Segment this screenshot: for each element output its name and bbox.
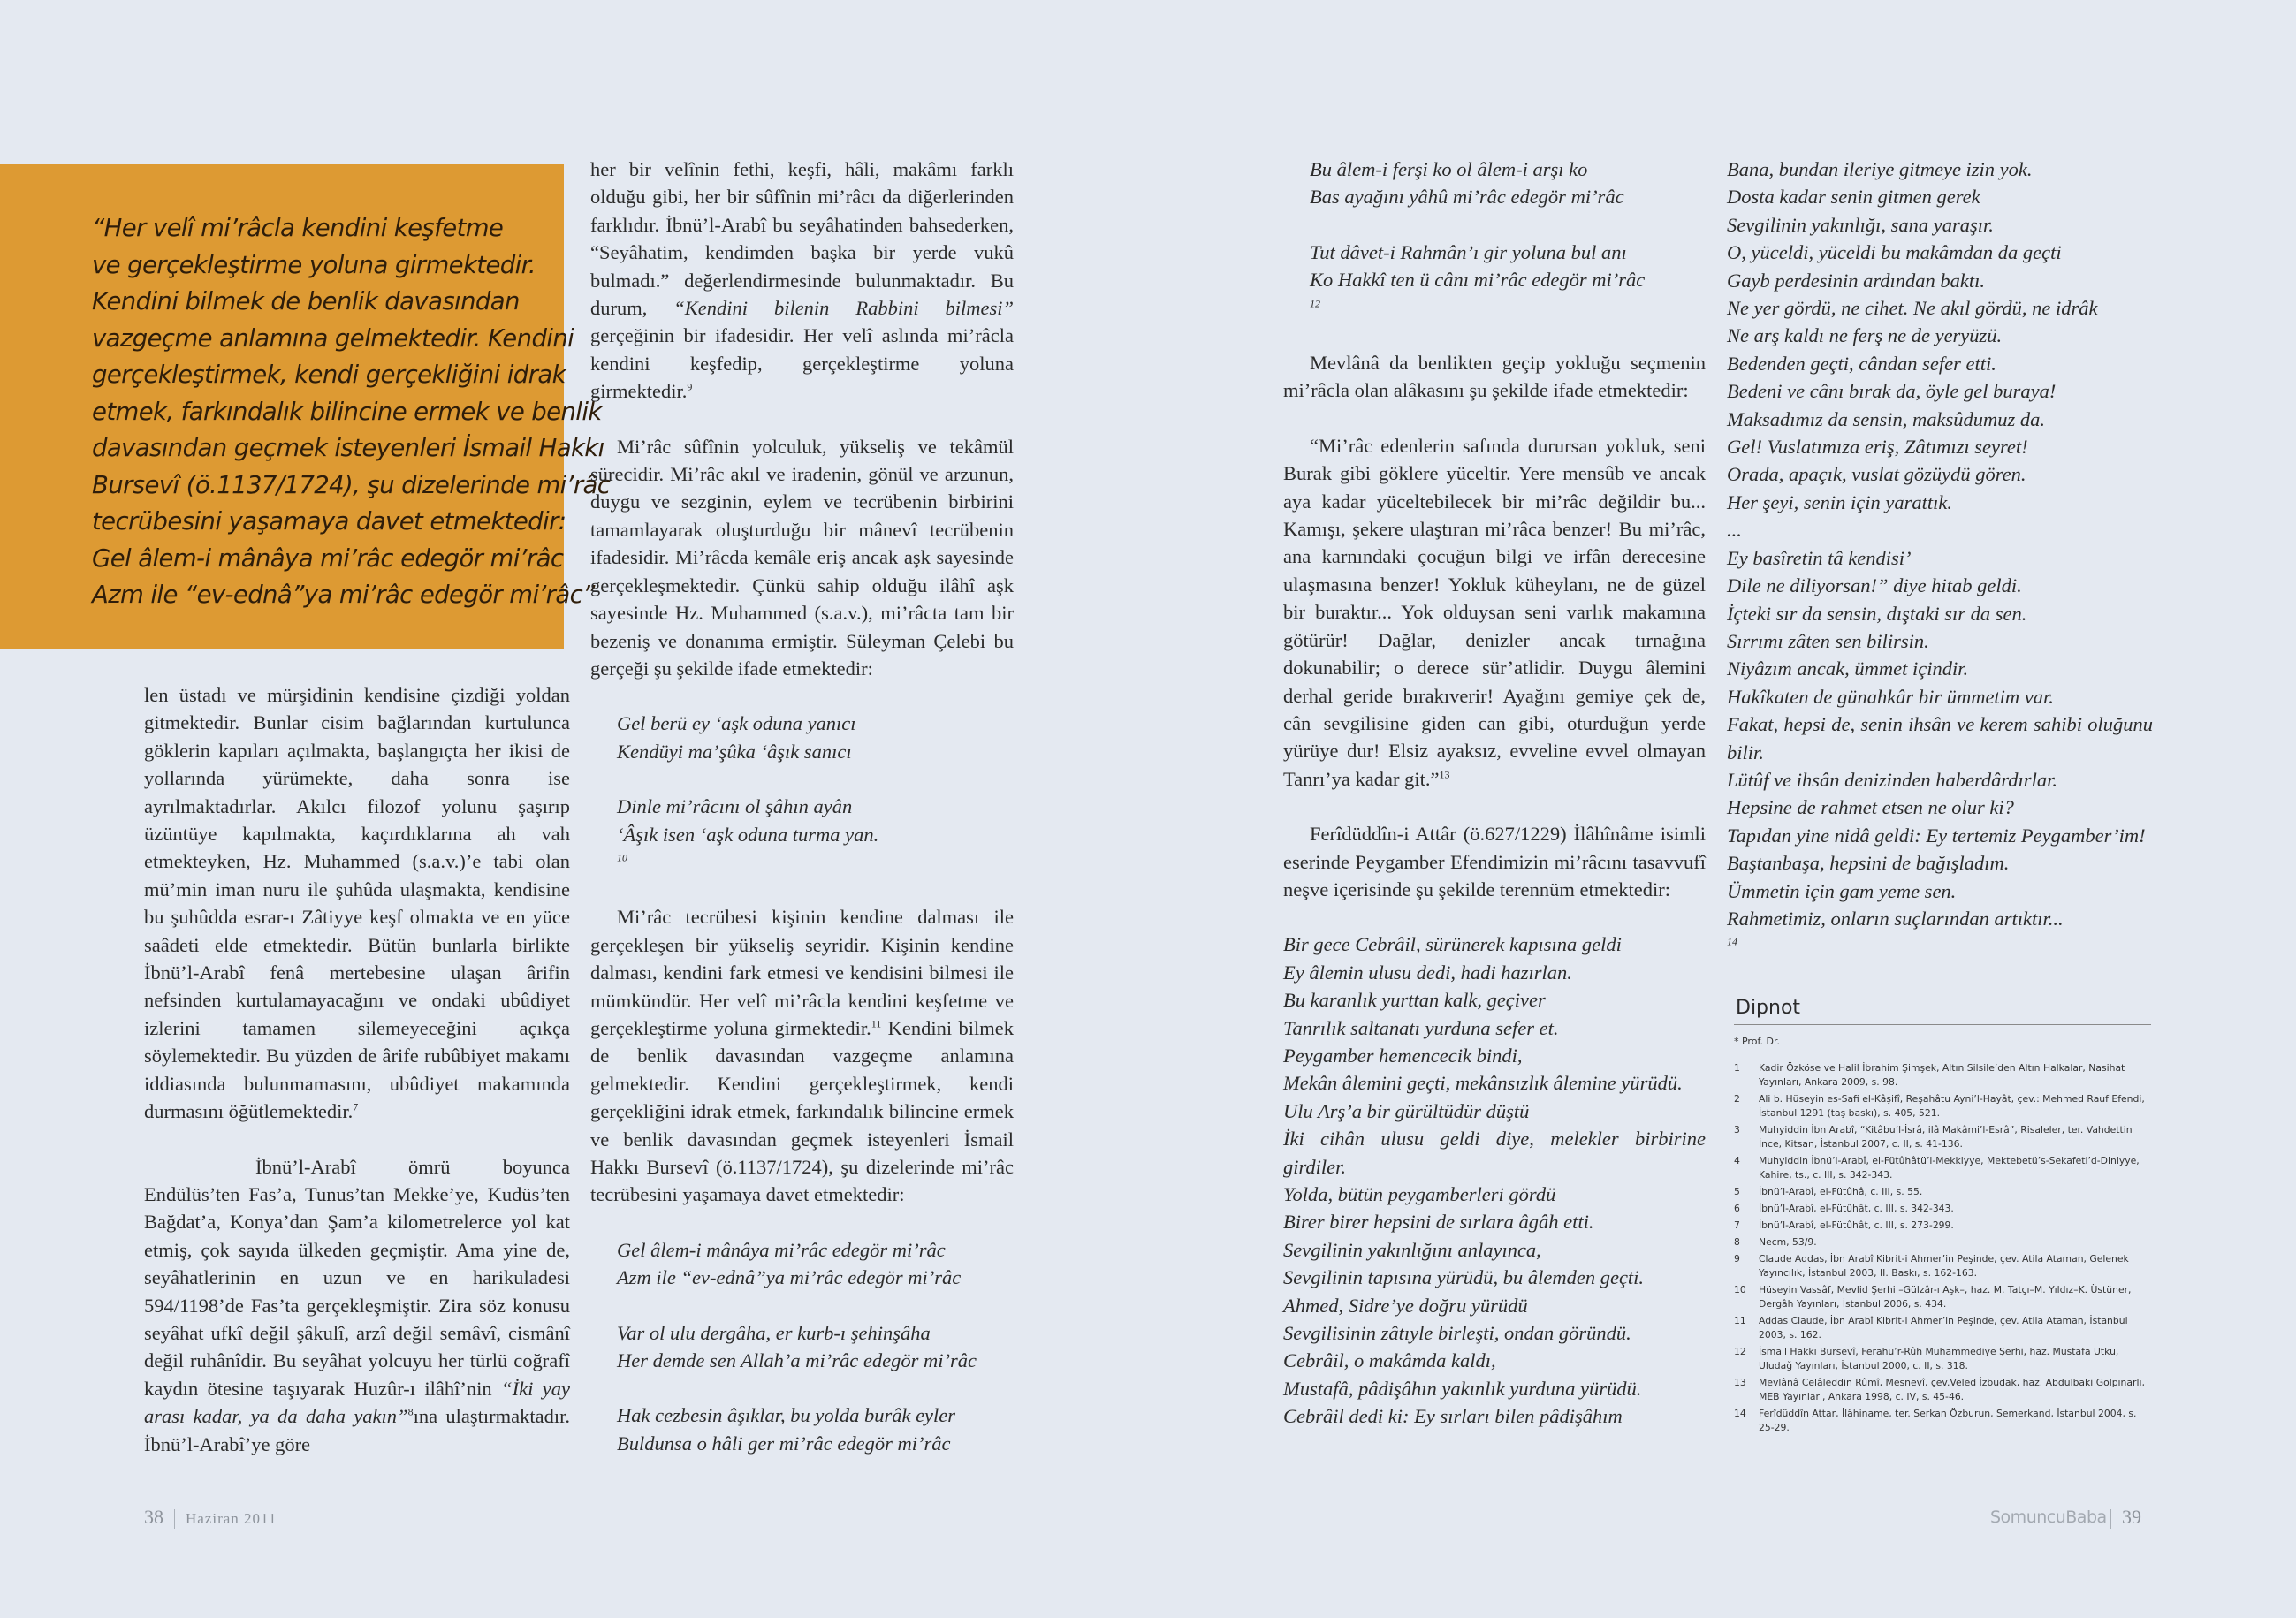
footnote-ref: 8 bbox=[407, 1405, 414, 1418]
paragraph: Mi’râc tecrübesi kişinin kendine dalması ile gerçekleşen bir yükseliş seyridir. Kişinin kendine dalması, kendini fark etmesi ve kendisini bilmesi ile mümkündür. Her velî mi’râcla kendini keşfetme ve gerçekleştirme yoluna girmektedir.$^{11}$ Kendini bilmek de benlik davasından vazgeçme anlamına gelmektedir. Kendini gerçekleştirmek, kendi gerçekliğini idrak etmek, farkındalık bilincine ermek ve benlik davasından geçmek isteyenleri İsmail Hakkı Bursevî (ö.1137/1724), şu dizelerinde mi’râc tecrübesini yaşamaya davet etmektedir: bbox=[590, 906, 1014, 1206]
footnote-text: İbnü’l-Arabî, el-Fütûhât, c. III, s. 273-299. bbox=[1759, 1219, 1954, 1231]
footnote-item bbox=[1734, 1314, 2151, 1342]
verse: Gel berü ey ‘aşk oduna yanıcı Kendüyi ma’şûka ‘âşık sanıcı bbox=[617, 712, 856, 763]
verse: Tut dâvet-i Rahmân’ı gir yoluna bul anı Ko Hakkî ten ü cânı mi’râc edegör mi’râc $^{12}$ bbox=[1310, 240, 1646, 310]
quoted-verse: “İki yay arası kadar, ya da daha yakın” bbox=[144, 1377, 571, 1428]
text-column-4 bbox=[1727, 156, 2153, 961]
verse: Bir gece Cebrâil, sürünerek kapısına geldi Ey âlemin ulusu dedi, hadi hazırlan. Bu karanlık yurttan kalk, geçiver Tanrılık saltanatı yurduna sefer et. Peygamber hemencecik bindi, Mekân âlemini geçti, mekânsızlık âlemine yürüdü. Ulu Arş’a bir gürültüdür düştü İki cihân ulusu geldi diye, melekler birbirine girdiler. Yolda, bütün peygamberleri gördü Birer birer hepsini de sırlara âgâh etti. Sevgilinin yakınlığını anlayınca, Sevgilinin tapısına yürüdü, bu âlemden geçti. Ahmed, Sidre’ye doğru yürüdü Sevgilisinin zâtıyle birleşti, ondan göründü. Cebrâil, o makâmda kaldı, Mustafâ, pâdişâhın yakınlık yurduna yürüdü. Cebrâil dedi ki: Ey sırları bilen pâdişâhım bbox=[1283, 933, 1706, 1428]
footnote-number: 12 bbox=[1734, 1346, 1746, 1357]
footnote-item bbox=[1734, 1283, 2151, 1311]
footnote-number: 2 bbox=[1734, 1093, 1740, 1105]
footnote-text: Ferîdüddîn Attar, İlâhiname, ter. Serkan Özburun, Semerkand, İstanbul 2004, s. 25-29. bbox=[1759, 1408, 2137, 1433]
quoted-phrase: “Kendini bilenin Rabbini bilmesi” bbox=[673, 297, 1014, 320]
verse: Bana, bundan ileriye gitmeye izin yok. Dosta kadar senin gitmen gerek Sevgilinin yakınlığı, sana yaraşır. O, yüceldi, yüceldi bu makâmdan da geçti Gayb perdesinin ardından baktı. Ne yer gördü, ne cihet. Ne akıl gördü, ne idrâk Ne arş kaldı ne ferş ne de yeryüzü. Bedenden geçti, cândan sefer etti. Bedeni ve cânı bırak da, öyle gel buraya! Maksadımız da sensin, maksûdumuz da. Gel! Vuslatımıza eriş, Zâtımızı seyret! Orada, apaçık, vuslat gözüydü gören. Her şeyi, senin için yarattık. ... Ey basîretin tâ kendisi’ Dile ne diliyorsan!” diye hitab geldi. İçteki sır da sensin, dıştaki sır da sen. Sırrımı zâten sen bilirsin. Niyâzım ancak, ümmet içindir. Hakîkaten de günahkâr bir ümmetim var. Fakat, hepsi de, senin ihsân ve kerem sahibi oluğunu bilir. Lütûf ve ihsân denizinden haberdârdırlar. Hepsine de rahmet etsen ne olur ki? Tapıdan yine nidâ geldi: Ey tertemiz Peygamber’im! Baştanbaşa, hepsini de bağışladım. Ümmetin için gam yeme sen. Rahmetimiz, onların suçlarından artıktır... $^{14}$ bbox=[1727, 158, 2153, 948]
magazine-logo bbox=[1990, 1508, 2107, 1527]
footnote-number: 9 bbox=[1734, 1253, 1740, 1265]
pull-quote-line: vazgeçme anlamına gelmektedir. Kendini bbox=[92, 323, 574, 353]
footnote-item bbox=[1734, 1219, 2151, 1233]
block-quote: “Mi’râc edenlerin safında durursan yokluk, seni Burak gibi göklere yüceltir. Yere mensûb ve ancak aya kadar yüceltebilecek bir mi’râc değildir bu... Kamışı, şekere ulaştıran mi’râca benzer! Bu mi’râc, ana karnındaki çocuğun bilgi ve irfân derecesine ulaşmasına benzer! Yokluk küheylanı, ne de güzel bir buraktır... Yok olduysan seni varlık makamına götürür! Dağlar, denizler ancak tırnağına dokunabilir; o derece sür’atlidir. Duygu âlemini derhal geride bırakıverir! Ayağını gemiye çek de, cân sevgilisine giden can gibi, oturduğun yerde yürüye dur! Elsiz ayaksız, evveline evvel olmayan Tanrı’ya kadar git.”$^{13}$ bbox=[1283, 434, 1706, 790]
footnote-item bbox=[1734, 1407, 2151, 1435]
footnote-number: 4 bbox=[1734, 1155, 1740, 1166]
pull-quote-line: Gel âlem-i mânâya mi’râc edegör mi’râc bbox=[92, 543, 564, 573]
footnote-text: İsmail Hakkı Bursevî, Ferahu’r-Rûh Muhammediye Şerhi, haz. Mustafa Utku, Uludağ Yayınları, İstanbul 2000, c. II, s. 318. bbox=[1759, 1346, 2119, 1371]
footnote-number: 14 bbox=[1734, 1408, 1746, 1419]
issue-date: Haziran 2011 bbox=[186, 1510, 277, 1527]
footnote-text: Claude Addas, İbn Arabî Kibrit-i Ahmer’in Peşinde, çev. Atila Ataman, Gelenek Yayıncılık, İstanbul 2003, II. Baskı, s. 162-163. bbox=[1759, 1253, 2129, 1279]
pull-quote bbox=[0, 164, 611, 649]
footnote-item bbox=[1734, 1185, 2151, 1199]
footnote-ref: 11 bbox=[871, 1017, 882, 1030]
page-number: 39 bbox=[2122, 1506, 2141, 1528]
pull-quote-line: Kendini bilmek de benlik davasından bbox=[92, 287, 520, 315]
footnote-ref: 10 bbox=[617, 851, 627, 864]
paragraph: Ferîdüddîn-i Attâr (ö.627/1229) İlâhînâme isimli eserinde Peygamber Efendimizin mi’râcını tasavvufî neşve içerisinde şu şekilde terennüm etmektedir: bbox=[1283, 823, 1706, 900]
footnote-text: Addas Claude, İbn Arabî Kibrit-i Ahmer’in Peşinde, çev. Atila Ataman, İstanbul 2003, s. 162. bbox=[1759, 1315, 2128, 1341]
footnote-number: 6 bbox=[1734, 1203, 1740, 1214]
footnote-text: İbnü’l-Arabî, el-Fütûhât, c. III, s. 342-343. bbox=[1759, 1203, 1954, 1214]
footnote-number: 11 bbox=[1734, 1315, 1746, 1326]
footnote-ref: 7 bbox=[353, 1100, 359, 1113]
paragraph: İbnü’l-Arabî ömrü boyunca Endülüs’ten Fas’a, Tunus’tan Mekke’ye, Kudüs’ten Bağdat’a, Konya’dan Şam’a kilometrelerce yol kat etmiş, çok sayıda ülkeden geçmiştir. Ama yine de, seyâhatlerinin en uzun ve en harikuladesi 594/1198’de Fas’ta gerçekleşmiştir. Zira söz konusu seyâhat ufkî değil şâkulî, arzî değil semâvî, cismânî değil ruhânîdir. Bu seyâhat yolcuyu her türlü coğrafî kaydın ötesine taşıyarak Huzûr-ı ilâhî’nin “İki yay arası kadar, ya da daha yakın”$^8$ına ulaştırmaktadır. İbnü’l-Arabî’ye göre bbox=[144, 1155, 571, 1455]
verse: Gel âlem-i mânâya mi’râc edegör mi’râc Azm ile “ev-ednâ”ya mi’râc edegör mi’râc bbox=[617, 1238, 962, 1289]
footnote-item bbox=[1734, 1202, 2151, 1216]
page-number: 38 bbox=[144, 1506, 163, 1528]
pull-quote-line: davasından geçmek isteyenleri İsmail Hakkı bbox=[92, 434, 604, 462]
footnote-text: Hüseyin Vassâf, Mevlid Şerhi –Gülzâr-ı Aşk–, haz. M. Tatçı–M. Yıldız–K. Üstüner, Dergâh Yayınları, İstanbul 2006, s. 434. bbox=[1759, 1284, 2132, 1310]
footnote-text: İbnü’l-Arabî, el-Fütûhâ, c. III, s. 55. bbox=[1759, 1186, 1923, 1197]
footnote-number: 3 bbox=[1734, 1124, 1740, 1136]
folio-divider bbox=[2110, 1509, 2111, 1529]
footnote-text: Muhyiddin İbnü’l-Arabî, el-Fütûhâtü’l-Mekkiyye, Mektebetü’s-Sekafeti’d-Diniyye, Kahire, ts., c. III, s. 342-343. bbox=[1759, 1155, 2140, 1181]
footnote-item bbox=[1734, 1345, 2151, 1373]
pull-quote-line: gerçekleştirmek, kendi gerçekliğini idrak bbox=[92, 361, 566, 389]
paragraph: len üstadı ve mürşidinin kendisine çizdiği yoldan gitmektedir. Bunlar cisim bağlarından kurtulunca göklerin kapıları açılmakta, başlangıçta her ikisi de yollarında yürümekte, daha sonra ise ayrılmaktadırlar. Akılcı filozof yolunu şaşırıp üzüntüye kapılmakta, kaçırdıklarına ah vah etmekteyken, Hz. Muhammed (s.a.v.)’e tabi olan mü’min iman nuru ile şuhûda ulaşmakta, kendisine bu şuhûdda esrar-ı Zâtiyye keşf olmakta ve en yüce saâdeti elde etmektedir. Bütün bunlarla birlikte İbnü’l-Arabî fenâ mertebesine ulaşan ârifin nefsinden kurtulamayacağını ve ondaki ubûdiyet izlerini tamamen silemeyeceğini açıkça söylemektedir. Bu yüzden de ârife rubûbiyet makamı iddiasında bulunmamasını, ubûdiyet makamında durmasını öğütlemektedir.$^7$ bbox=[144, 684, 570, 1123]
pull-quote-line: ve gerçekleştirme yoluna girmektedir. bbox=[92, 250, 536, 279]
pull-quote-line: tecrübesini yaşamaya davet etmektedir: bbox=[92, 507, 566, 536]
footnote-number: 5 bbox=[1734, 1186, 1740, 1197]
footnote-number: 1 bbox=[1734, 1062, 1740, 1074]
pull-quote-line: Azm ile “ev-ednâ”ya mi’râc edegör mi’râc” bbox=[92, 581, 595, 609]
footnote-number: 10 bbox=[1734, 1284, 1746, 1295]
footnote-text: Kadir Özköse ve Halil İbrahim Şimşek, Altın Silsile’den Altın Halkalar, Nasihat Yayınları, Ankara 2009, s. 98. bbox=[1759, 1062, 2125, 1088]
footnote-ref: 13 bbox=[1439, 768, 1450, 781]
pull-quote-line: “Her velî mi’râcla kendini keşfetme bbox=[92, 214, 504, 242]
footnote-item bbox=[1734, 1092, 2151, 1120]
pull-quote-line: etmek, farkındalık bilincine ermek ve benlik bbox=[92, 397, 602, 426]
footnote-list bbox=[1734, 1061, 2151, 1435]
footnote-text: Muhyiddin İbn Arabî, “Kitâbu’l-İsrâ, ilâ Makâmi’l-Esrâ”, Risaleler, ter. Vahdettin İnce, Kitsan, İstanbul 2007, c. II, s. 41-136. bbox=[1759, 1124, 2133, 1150]
footnote-item bbox=[1734, 1376, 2151, 1404]
text-column-3 bbox=[1283, 156, 1706, 1431]
footnote-ref: 14 bbox=[1727, 935, 1737, 948]
paragraph: her bir velînin fethi, keşfi, hâli, makâmı farklı olduğu gibi, her bir sûfînin mi’râcı da diğerlerinden farklıdır. İbnü’l-Arabî bu seyâhatinden bahsederken, “Seyâhatim, kendimden başka bir yerde vukû bulmadı.” değerlendirmesinde bulunmaktadır. Bu durum, “Kendini bilenin Rabbini bilmesi” gerçeğinin bir ifadesidir. Her velî aslında mi’râcla kendini keşfedip, gerçekleştirme yoluna girmektedir.$^9$ bbox=[590, 158, 1014, 403]
right-folio bbox=[2110, 1506, 2141, 1529]
left-folio bbox=[144, 1506, 277, 1529]
folio-divider bbox=[174, 1509, 175, 1529]
footnote-text: Ali b. Hüseyin es-Safi el-Kâşifî, Reşahâtu Ayni’l-Hayât, çev.: Mehmed Rauf Efendi, İstanbul 1291 (taş baskı), s. 405, 521. bbox=[1759, 1093, 2145, 1119]
footnote-text: Necm, 53/9. bbox=[1759, 1236, 1817, 1248]
verse: Dinle mi’râcını ol şâhın ayân ‘Âşık isen ‘aşk oduna turma yan. $^{10}$ bbox=[617, 795, 879, 864]
text-column-1 bbox=[144, 681, 570, 1458]
footnote-number: 8 bbox=[1734, 1236, 1740, 1248]
footnotes-title: Dipnot bbox=[1734, 997, 2151, 1025]
brand-name: SomuncuBaba bbox=[1990, 1508, 2107, 1527]
footnote-item bbox=[1734, 1252, 2151, 1280]
pull-quote-line: Bursevî (ö.1137/1724), şu dizelerinde mi’râc bbox=[92, 470, 611, 499]
footnote-number: 13 bbox=[1734, 1377, 1746, 1388]
footnote-item bbox=[1734, 1123, 2151, 1151]
footnote-ref: 9 bbox=[687, 380, 693, 393]
footnote-item bbox=[1734, 1235, 2151, 1250]
verse: Bu âlem-i ferşi ko ol âlem-i arşı ko Bas ayağını yâhû mi’râc edegör mi’râc bbox=[1310, 158, 1624, 209]
author-note: * Prof. Dr. bbox=[1734, 1036, 1780, 1047]
paragraph: Mevlânâ da benlikten geçip yokluğu seçmenin mi’râcla olan alâkasını şu şekilde ifade etmektedir: bbox=[1283, 352, 1706, 402]
text-column-2 bbox=[590, 156, 1014, 1457]
verse: Var ol ulu dergâha, er kurb-ı şehinşâha Her demde sen Allah’a mi’râc edegör mi’râc bbox=[617, 1321, 977, 1372]
verse: Hak cezbesin âşıklar, bu yolda burâk eyler Buldunsa o hâli ger mi’râc edegör mi’râc bbox=[617, 1404, 956, 1455]
footnote-ref: 12 bbox=[1310, 297, 1320, 310]
footnotes bbox=[1734, 997, 2151, 1438]
footnote-item bbox=[1734, 1061, 2151, 1090]
footnote-text: Mevlânâ Celâleddin Rûmî, Mesnevî, çev.Veled İzbudak, haz. Abdülbaki Gölpınarlı, MEB Yayınları, Ankara 1998, c. IV, s. 45-46. bbox=[1759, 1377, 2145, 1402]
footnote-number: 7 bbox=[1734, 1219, 1740, 1231]
paragraph: Mi’râc sûfînin yolculuk, yükseliş ve tekâmül sürecidir. Mi’râc akıl ve iradenin, gönül ve arzunun, duygu ve sezginin, eylem ve tecrübenin birbirini tamamlayarak oluşturduğu bir mânevî tecrübenin ifadesidir. Mi’râcda kemâle eriş ancak aşk sayesinde gerçekleşmektedir. Çünkü sahip olduğu ilâhî aşk sayesinde Hz. Muhammed (s.a.v.), mi’râcta tam bir bezeniş ve donanıma ermiştir. Süleyman Çelebi bu gerçeği şu şekilde ifade etmektedir: bbox=[590, 435, 1014, 680]
footnote-item bbox=[1734, 1154, 2151, 1182]
